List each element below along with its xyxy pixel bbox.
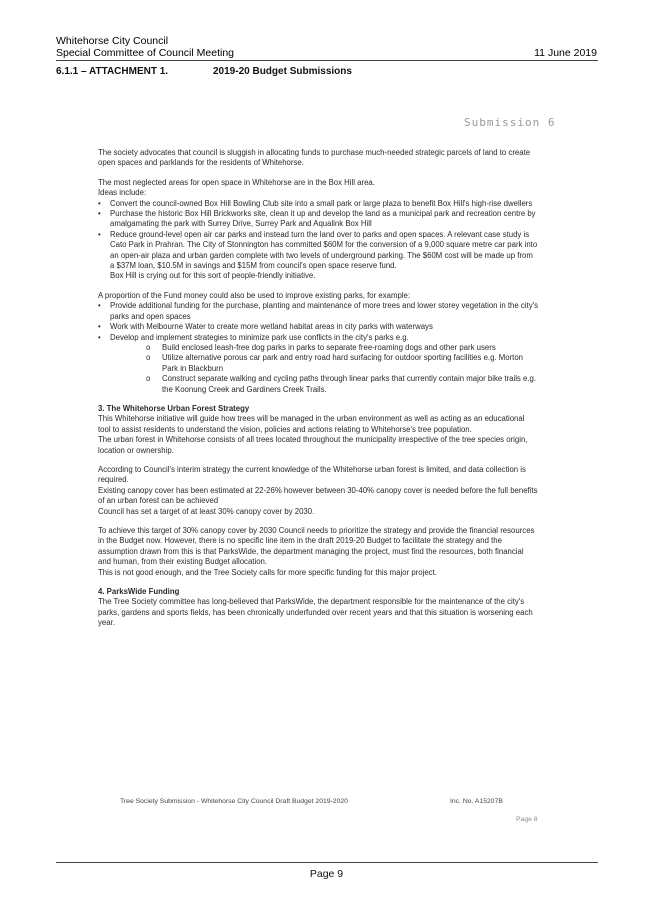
idea-text: Convert the council-owned Box Hill Bowling Club site into a small park or large plaza to benefit Box Hill's high-rise dwellers: [110, 198, 533, 208]
sub-item-text: Utilize alternative porous car park and entry road hard surfacing for outdoor sporting facilities e.g. Morton Park in Blackburn: [162, 353, 524, 373]
sub-item-text: Construct separate walking and cycling paths through linear parks that currently contain major bike trails e.g. the Koonung Creek and Gardiners Creek Trails.: [162, 374, 537, 394]
s3-paragraph-6: To achieve this target of 30% canopy cover by 2030 Council needs to prioritize the strategy and provide the financial resources in the Budget now. However, there is no specific line item in the draft 2019-20 Budget to facilitate the strategy and the assumption drawn from this is that ParksWide, the department managing the project, must find the resources, both financial and human, from their existing Budget allocation.: [98, 526, 535, 567]
footer-divider: [56, 862, 598, 863]
sub-marker: o: [146, 374, 151, 384]
ideas-label: Ideas include:: [98, 188, 147, 198]
section-4-heading: 4. ParksWide Funding: [98, 587, 180, 597]
s3-paragraph-7: This is not good enough, and the Tree Society calls for more specific funding for this major project.: [98, 567, 437, 577]
s3-paragraph-4: Existing canopy cover has been estimated at 22-26% however between 30-40% canopy cover is needed before the full benefits of an urban forest can be achieved: [98, 485, 538, 506]
s4-paragraph-1: The Tree Society committee has long-believed that ParksWide, the department responsible for the maintenance of the city's parks, gardens and sports fields, has been chronically underfunded over recent years and that this situation is worsening each year.: [98, 597, 533, 628]
sub-list-item: [146, 353, 538, 374]
sub-list-item: [146, 374, 538, 395]
section-3-heading: 3. The Whitehorse Urban Forest Strategy: [98, 403, 250, 413]
header-committee: Special Committee of Council Meeting: [56, 47, 234, 59]
submission-body: [98, 148, 538, 629]
s3-paragraph-5: Council has set a target of at least 30% canopy cover by 2030.: [98, 506, 315, 516]
footer-doc-title: Tree Society Submission - Whitehorse City Council Draft Budget 2019-2020: [120, 798, 348, 805]
fund-item-text: Provide additional funding for the purchase, planting and maintenance of more trees and lower storey vegetation in the city's parks and open spaces: [110, 301, 538, 321]
list-item: • Convert the council-owned Box Hill Bowling Club site into a small park or large plaza to benefit Box Hill's high-rise dwellers: [98, 198, 533, 208]
s3-paragraph-3: According to Council's interim strategy the current knowledge of the Whitehorse urban forest is limited, and data collection is required.: [98, 464, 526, 485]
footer-inc-no: Inc. No. A15207B: [450, 798, 503, 805]
scan-page-number: Page 8: [516, 816, 538, 823]
sub-list-item: [146, 343, 538, 353]
header-divider: [56, 60, 598, 61]
idea-text: Purchase the historic Box Hill Brickworks site, clean it up and develop the land as a municipal park and recreation centre by amalgamating the park with Surrey Drive, Surrey Park and Aqualink Box Hill: [110, 209, 536, 229]
s3-paragraph-2: The urban forest in Whitehorse consists of all trees located throughout the municipality irrespective of the tree species origin, location or ownership.: [98, 435, 528, 455]
list-item: • Develop and implement strategies to minimize park use conflicts in the city's parks e.g.: [98, 332, 409, 342]
intro-paragraph: The society advocates that council is sluggish in allocating funds to purchase much-needed strategic parcels of land to create open spaces and parklands for the residents of Whitehorse.: [98, 148, 531, 168]
fund-intro: A proportion of the Fund money could also be used to improve existing parks, for example:: [98, 290, 411, 300]
s3-paragraph-1: This Whitehorse initiative will guide how trees will be managed in the urban environment as well as acting as an educational tool to assist residents to understand the vision, policies and actions relating to Whitehorse's tree population.: [98, 414, 525, 434]
ideas-tail: Box Hill is crying out for this sort of people-friendly initiative.: [110, 271, 316, 281]
page-number: Page 9: [309, 868, 344, 880]
list-item: • Work with Melbourne Water to create more wetland habitat areas in city parks with waterways: [98, 322, 433, 332]
attachment-id: 6.1.1 – ATTACHMENT 1.: [56, 66, 169, 77]
list-item: • Reduce ground-level open air car parks and instead turn the land over to parks and open spaces. A relevant case study is Cato Park in Prahran. The City of Stonnington has committed $60M for the conversion of a 9,000 square metre car park into an open-air plaza and urban garden complete with two levels of underground parking. The $60M cost will be made up from a $37M loan, $10.5M in savings and $15M from council's open space reserve fund.: [98, 229, 538, 271]
list-item: • Purchase the historic Box Hill Brickworks site, clean it up and develop the land as a municipal park and recreation centre by amalgamating the park with Surrey Drive, Surrey Park and Aqualink Box Hill: [98, 209, 538, 230]
sub-marker: o: [146, 353, 151, 363]
idea-text: Reduce ground-level open air car parks and instead turn the land over to parks and open spaces. A relevant case study is Cato Park in Prahran. The City of Stonnington has committed $60M for the conversion of a 9,000 square metre car park into an open-air plaza and urban garden complete with two levels of underground parking. The $60M cost will be made up from a $37M loan, $10.5M in savings and $15M from council's open space reserve fund.: [110, 229, 538, 271]
neglected-paragraph: The most neglected areas for open space in Whitehorse are in the Box Hill area.: [98, 177, 375, 187]
fund-item-text: Develop and implement strategies to minimize park use conflicts in the city's parks e.g.: [110, 332, 409, 342]
scanned-page: [98, 112, 598, 823]
attachment-title: 2019-20 Budget Submissions: [213, 66, 352, 77]
fund-item-text: Work with Melbourne Water to create more wetland habitat areas in city parks with waterways: [110, 322, 433, 332]
sub-item-text: Build enclosed leash-free dog parks in parks to separate free-roaming dogs and other park users: [162, 342, 496, 352]
header-org: Whitehorse City Council: [56, 35, 169, 47]
sub-marker: o: [146, 342, 151, 352]
submission-stamp: Submission 6: [464, 116, 556, 129]
header-date: 11 June 2019: [534, 47, 597, 59]
list-item: • Provide additional funding for the purchase, planting and maintenance of more trees and lower storey vegetation in the city's parks and open spaces: [98, 301, 538, 321]
